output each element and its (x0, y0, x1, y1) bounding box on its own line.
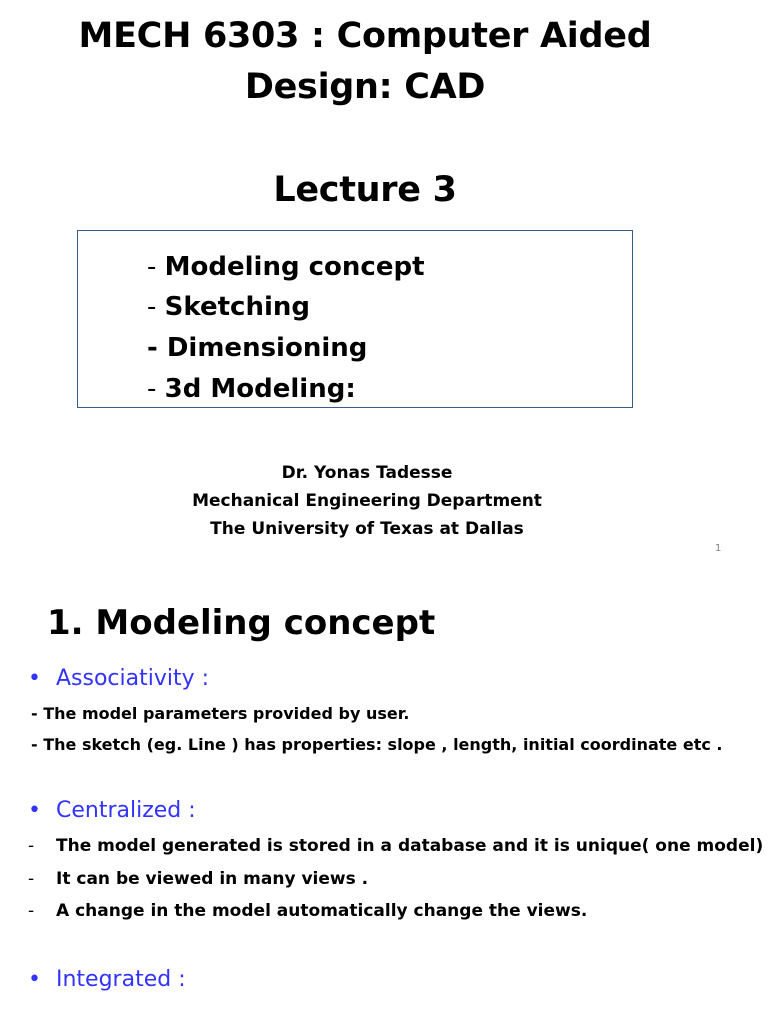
bullet-heading-associativity (28, 666, 209, 691)
topic-item (147, 252, 425, 282)
topic-dash: - (147, 374, 165, 404)
list-item-text: It can be viewed in many views . (56, 869, 369, 889)
topic-text: Sketching (164, 292, 310, 322)
content-slide (0, 580, 768, 1024)
list-item-text: A change in the model automatically change the views. (56, 901, 588, 921)
course-title-line-2: Design: CAD (244, 67, 486, 107)
list-item (28, 836, 763, 856)
bullet-dot: • (28, 798, 41, 823)
bullet-heading-centralized (28, 798, 196, 823)
list-dash: - (28, 836, 35, 856)
university-name: The University of Texas at Dallas (210, 519, 524, 539)
bullet-heading-integrated (28, 967, 186, 992)
list-item-text: The model generated is stored in a database and it is unique( one model) (56, 836, 764, 856)
bullet-heading-text: Centralized : (56, 798, 196, 823)
list-item (28, 869, 368, 889)
topic-item (147, 333, 367, 363)
list-item (28, 901, 587, 921)
bullet-heading-text: Integrated : (56, 967, 186, 992)
list-item: - The model parameters provided by user. (31, 704, 410, 723)
section-title: 1. Modeling concept (47, 603, 436, 643)
bullet-dot: • (28, 666, 41, 691)
topic-item (147, 292, 310, 322)
author-name: Dr. Yonas Tadesse (281, 463, 453, 483)
topic-dash: - (147, 252, 165, 282)
page-number: 1 (715, 543, 722, 554)
lecture-title: Lecture 3 (273, 170, 457, 210)
topic-dash: - (147, 333, 167, 363)
topic-item (147, 374, 356, 404)
list-dash: - (28, 901, 35, 921)
list-item: - The sketch (eg. Line ) has properties: slope , length, initial coordinate etc . (31, 735, 723, 754)
bullet-heading-text: Associativity : (56, 666, 210, 691)
department-name: Mechanical Engineering Department (192, 491, 542, 511)
topic-text: Dimensioning (166, 333, 368, 363)
topic-text: Modeling concept (164, 252, 425, 282)
bullet-dot: • (28, 967, 41, 992)
topics-box (77, 230, 633, 408)
topic-text: 3d Modeling: (164, 374, 356, 404)
list-dash: - (28, 869, 35, 889)
topic-dash: - (147, 292, 165, 322)
course-title-line-1: MECH 6303 : Computer Aided (78, 16, 652, 56)
